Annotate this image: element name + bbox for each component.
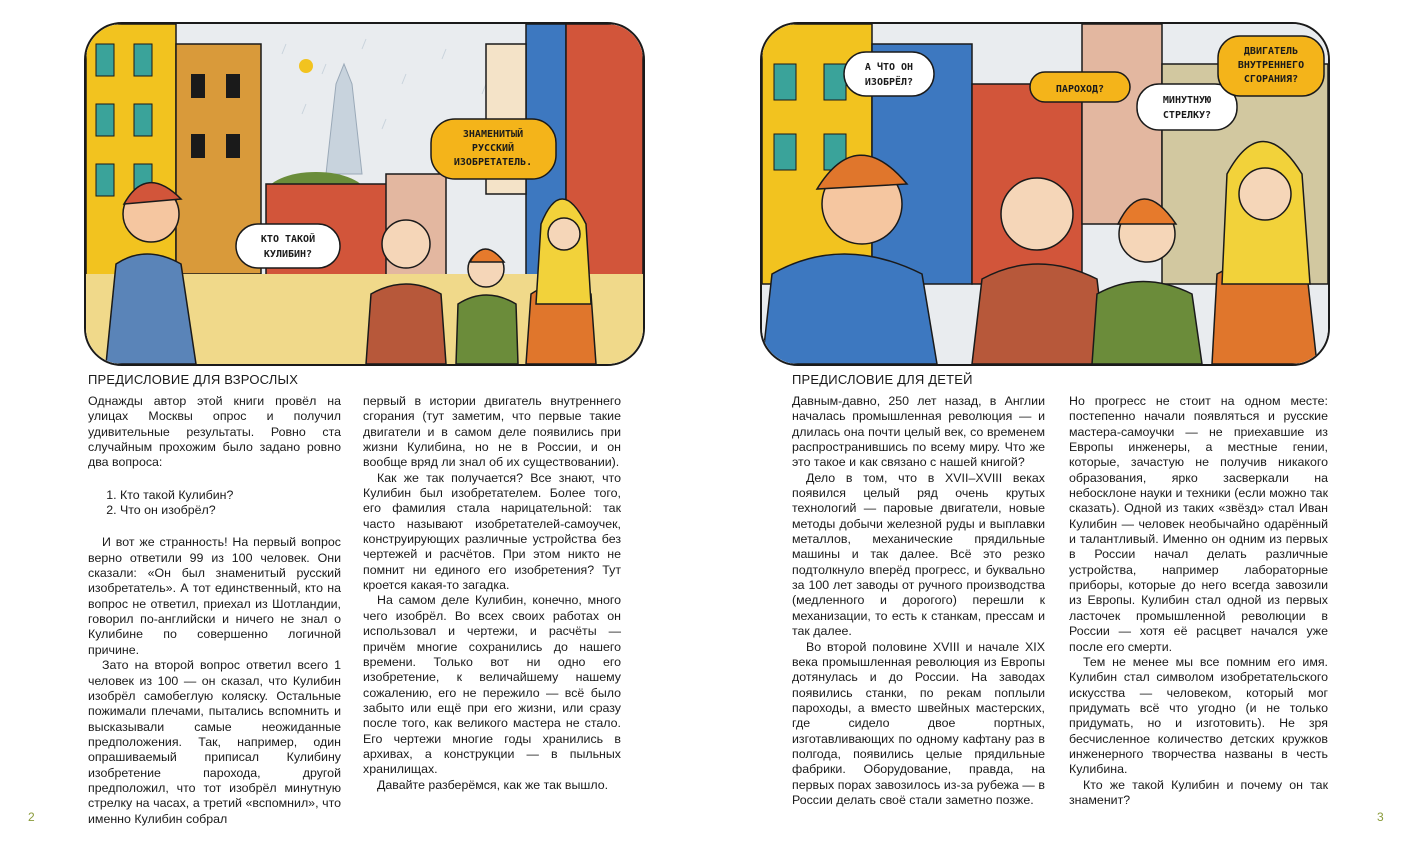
paragraph: Давным-давно, 250 лет назад, в Англии началась промышленная революция — и длилась она почти целый век, со временем распространившись по всему миру. Что же это такое и как связано с нашей книгой? [792,394,1045,470]
left-column-1 [88,394,341,827]
paragraph: Зато на второй вопрос ответил всего 1 человек из 100 — он сказал, что Кулибин изобрёл самобеглую коляску. Остальные пожимали плечами, пытались вспомнить и высказывали самые неожиданные предположения. Так, например, один опрашиваемый приписал Кулибину изобретение парохода, другой предположил, что тот изобрёл минутную стрелку на часах, а третий «вспомнил», что именно Кулибин собрал [88,658,341,826]
illustration-street-survey [84,22,645,366]
right-column-2 [1069,394,1328,808]
list-item: 1. Кто такой Кулибин? [120,488,341,503]
left-column-2 [363,394,621,793]
paragraph: И вот же странность! На первый вопрос верно ответили 99 из 100 человек. Они сказали: «Он был знаменитый русский изобретатель». А тот единственный, кто на вопрос не ответил, приехал из Шотландии, говорил по-английски и ничего не знал о Кулибине по совершенно логичной причине. [88,535,341,657]
bubble-4-line-1: ДВИГАТЕЛЬ [1243,46,1299,57]
bubble-3-line-2: СТРЕЛКУ? [1162,110,1212,121]
paragraph: На самом деле Кулибин, конечно, много чего изобрёл. Во всех своих работах он использовал и чертежи, и расчёты — причём многие сохранились до нашего времени. Только вот ни одно его изобретение, к величайшему нашему сожалению, его не пережило — всё было забыто или ещё при его жизни, или сразу после того, как великого мастера не стало. Его чертежи многие годы хранились в архивах, а конструкции — в пыльных хранилищах. [363,593,621,777]
paragraph: Тем не менее мы все помним его имя. Кулибин стал символом изобретательского искусства — человеком, который мог придумать всё что угодно (и не только придумать, но и изготовить). Не зря бесчисленное количество детских кружков инженерного творчества названы в честь Кулибина. [1069,654,1328,777]
illustration-characters-closeup [760,22,1330,366]
bubble-2-line-1: ПАРОХОД? [1055,84,1105,95]
paragraph: Но прогресс не стоит на одном месте: постепенно начали появляться и русские мастера-самоучки — не приехавшие из Европы инженеры, а местные гении, которые, зачастую не получив никакого образования, ярко засверкали на небосклоне науки и техники (если можно так сказать). Одной из таких «звёзд» стал Иван Кулибин — человек необычайно одарённый и талантливый. Именно он одним из первых в России начал делать различные устройства, например лабораторные приборы, которые до него всегда завозили из Европы. Кулибин стал одной из первых ласточек промышленной революции в России — хотя её расцвет начался уже после его смерти. [1069,394,1328,654]
section-title-children: ПРЕДИСЛОВИЕ ДЛЯ ДЕТЕЙ [792,372,973,387]
bubble-question-line-2: КУЛИБИН? [263,249,313,260]
page-number-left: 2 [28,810,35,824]
page-number-right: 3 [1377,810,1384,824]
paragraph: Кто же такой Кулибин и почему он так знаменит? [1069,777,1328,807]
bubble-answer-line-3: ИЗОБРЕТАТЕЛЬ. [453,157,533,168]
question-list [88,488,341,519]
bubble-answer-line-1: ЗНАМЕНИТЫЙ [462,129,524,140]
speech-bubble-what-invented [844,52,934,96]
bubble-4-line-2: ВНУТРЕННЕГО [1237,60,1305,71]
paragraph: первый в истории двигатель внутреннего сгорания (тут заметим, что первые такие двигатели и в самом деле появились при жизни Кулибина, но не в России, и он вообще вряд ли знал об их существовании). [363,394,621,470]
bubble-3-line-1: МИНУТНУЮ [1162,95,1212,106]
paragraph: Как же так получается? Все знают, что Кулибин был изобретателем. Более того, его фамилия стала нарицательной: так часто называют изобретателей-самоучек, конструирующих различные устройства без чертежей и расчётов. При этом никто не помнит ни единого его изобретения? Тут кроется какая-то загадка. [363,470,621,593]
paragraph: Во второй половине XVIII и начале XIX века промышленная революция из Европы дотянулась и до России. На заводах появились станки, по рекам поплыли пароходы, а вместо швейных мастерских, где сидело двое портных, изготавливающих по одному кафтану раз в полгода, появились целые прядильные фабрики. Оборудование, правда, на первых порах завозилось из-за рубежа — в России делать своё стали заметно позже. [792,639,1045,807]
speech-bubble-engine [1218,36,1324,96]
bubble-1-line-1: А ЧТО ОН [864,62,914,73]
speech-bubble-minute-hand [1137,84,1237,130]
list-item: 2. Что он изобрёл? [120,503,341,518]
speech-bubble-answer [431,119,556,179]
speech-bubble-steamboat [1030,72,1130,102]
section-title-adults: ПРЕДИСЛОВИЕ ДЛЯ ВЗРОСЛЫХ [88,372,299,387]
paragraph: Давайте разберёмся, как же так вышло. [377,777,609,792]
paragraph: Дело в том, что в XVII–XVIII веках появился целый ряд очень крутых технологий — паровые двигатели, новые методы добычи железной руды и выплавки металлов, механические прядильные машины и так далее. Всё это резко подтолкнуло вперёд прогресс, и буквально за 100 лет заводы от ручного производства (медленного и дорогого) перешли к механизации, то есть к станкам, прессам и так далее. [792,470,1045,639]
paragraph: Однажды автор этой книги провёл на улицах Москвы опрос и получил удивительные результаты. Ровно ста случайным прохожим было задано ровно два вопроса: [88,394,341,470]
bubble-1-line-2: ИЗОБРЁЛ? [864,77,914,88]
right-column-1 [792,394,1045,808]
bubble-4-line-3: СГОРАНИЯ? [1243,74,1299,85]
street-scene-image [86,24,643,364]
characters-closeup-image [762,24,1328,364]
bubble-question-line-1: КТО ТАКОЙ [260,234,316,245]
bubble-answer-line-2: РУССКИЙ [471,143,515,154]
speech-bubble-question [236,224,340,268]
